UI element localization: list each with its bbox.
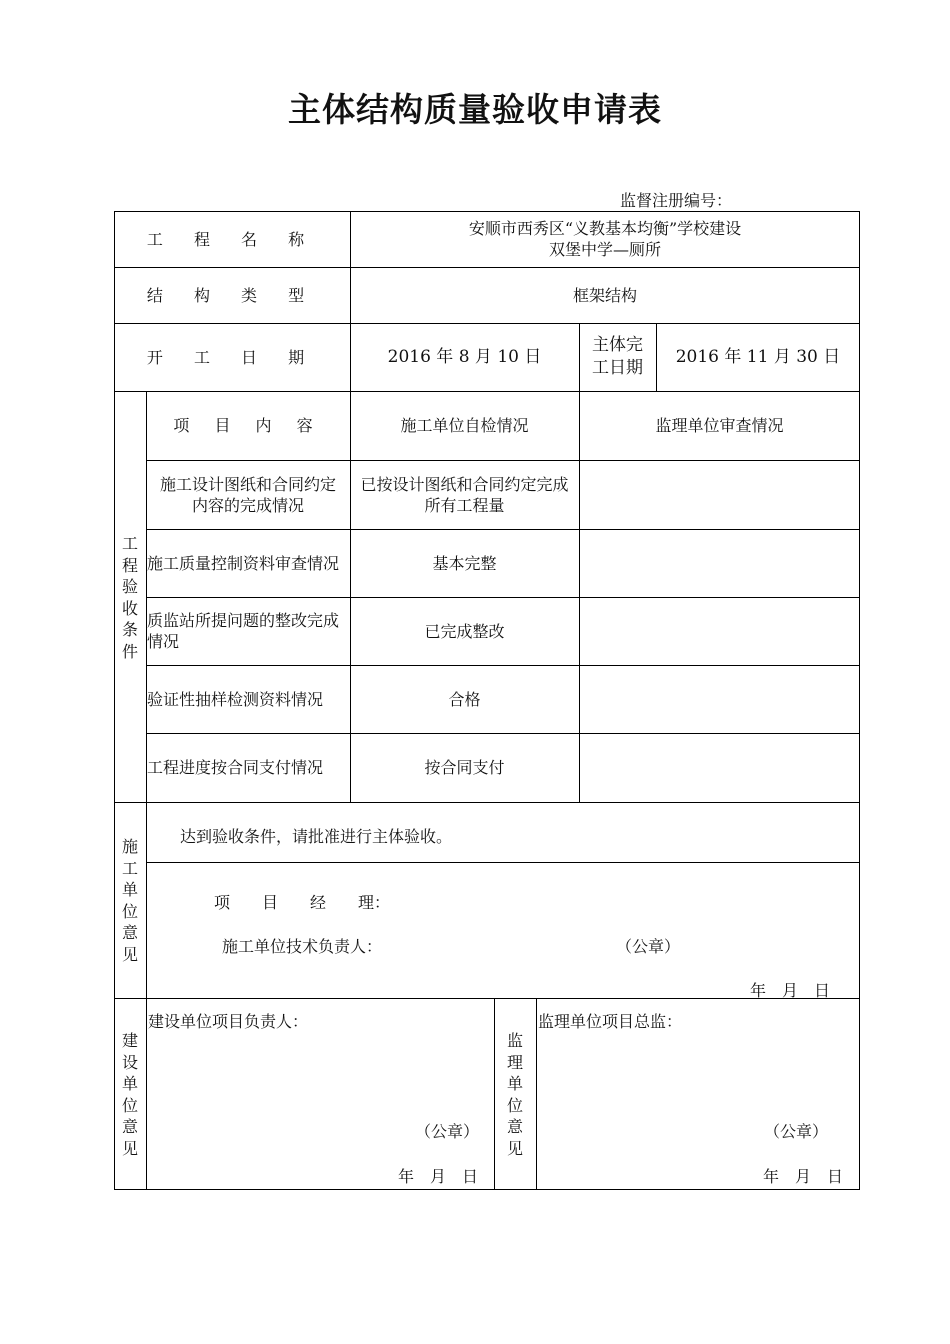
condition-item-4: 验证性抽样检测资料情况 bbox=[147, 689, 324, 709]
condition-item-1 bbox=[146, 460, 350, 529]
condition-item-2: 施工质量控制资料审查情况 bbox=[147, 553, 340, 573]
owner-seal: （公章） bbox=[415, 1122, 480, 1141]
side-char: 意 bbox=[506, 1117, 523, 1136]
side-char: 单 bbox=[121, 1074, 138, 1093]
column-divider bbox=[536, 998, 537, 1190]
supervisor-side-label bbox=[503, 1030, 527, 1159]
condition-item-text: 质监站所提问题的整改完成 bbox=[147, 611, 340, 630]
side-char: 见 bbox=[121, 1138, 138, 1158]
registration-number-label: 监督注册编号： bbox=[620, 191, 733, 210]
self-check-text: 所有工程量 bbox=[424, 495, 505, 515]
owner-side-label bbox=[118, 1030, 142, 1159]
supervision-review-5[interactable] bbox=[579, 733, 860, 802]
condition-item-5: 工程进度按合同支付情况 bbox=[147, 758, 324, 777]
contractor-side-label bbox=[118, 836, 142, 965]
contractor-statement: 达到验收条件，请批准进行主体验收。 bbox=[180, 827, 453, 846]
side-char: 位 bbox=[121, 901, 138, 921]
side-char: 理 bbox=[506, 1052, 523, 1072]
side-char: 位 bbox=[121, 1095, 138, 1115]
contractor-date: 年 月 日 bbox=[750, 981, 831, 1000]
side-char: 单 bbox=[506, 1074, 523, 1093]
self-check-1 bbox=[350, 460, 579, 529]
condition-item-text: 内容的完成情况 bbox=[191, 495, 304, 515]
side-char: 收 bbox=[121, 598, 138, 618]
side-char: 工 bbox=[121, 534, 138, 553]
row-divider bbox=[114, 802, 860, 803]
condition-item-text: 施工设计图纸和合同约定 bbox=[159, 474, 336, 494]
completion-label-line-2: 工日期 bbox=[592, 358, 643, 378]
side-char: 验 bbox=[121, 577, 138, 596]
condition-item-3 bbox=[146, 597, 350, 665]
structure-type-label: 结 构 类 型 bbox=[146, 285, 318, 305]
self-check-text: 已按设计图纸和合同约定完成 bbox=[360, 474, 569, 494]
contractor-seal: （公章） bbox=[616, 937, 681, 956]
side-char: 工 bbox=[121, 858, 138, 878]
project-name-value bbox=[350, 211, 860, 267]
row-divider bbox=[146, 862, 860, 863]
side-char: 见 bbox=[506, 1138, 523, 1158]
side-char: 意 bbox=[121, 923, 138, 942]
completion-label-line-1: 主体完 bbox=[592, 335, 643, 355]
header-item-content: 项 目 内 容 bbox=[173, 416, 323, 435]
side-char: 意 bbox=[121, 1117, 138, 1136]
condition-item-text: 情况 bbox=[147, 632, 180, 651]
owner-date: 年 月 日 bbox=[398, 1167, 479, 1186]
self-check-2: 基本完整 bbox=[432, 553, 497, 573]
supervision-review-4[interactable] bbox=[579, 665, 860, 733]
side-char: 条 bbox=[121, 620, 138, 639]
self-check-5: 按合同支付 bbox=[424, 758, 505, 777]
owner-person-label: 建设单位项目负责人： bbox=[148, 1012, 309, 1031]
page-title: 主体结构质量验收申请表 bbox=[288, 90, 662, 129]
side-char: 程 bbox=[121, 555, 138, 575]
self-check-3: 已完成整改 bbox=[424, 621, 505, 641]
start-date-value: 2016 年 8 月 10 日 bbox=[387, 346, 542, 367]
supervision-review-1[interactable] bbox=[579, 460, 860, 529]
side-char: 见 bbox=[121, 944, 138, 964]
column-divider bbox=[494, 998, 495, 1190]
structure-type-value: 框架结构 bbox=[572, 285, 637, 305]
project-name-line-1: 安顺市西秀区“义教基本均衡”学校建设 bbox=[468, 219, 742, 238]
project-name-label: 工 程 名 称 bbox=[146, 229, 318, 249]
header-supervision-review: 监理单位审查情况 bbox=[655, 416, 784, 435]
conditions-side-label bbox=[118, 533, 142, 662]
supervisor-date: 年 月 日 bbox=[763, 1167, 844, 1186]
supervisor-seal: （公章） bbox=[764, 1122, 829, 1141]
side-char: 监 bbox=[506, 1031, 523, 1050]
project-manager-label: 项 目 经 理： bbox=[214, 893, 391, 912]
completion-date-value: 2016 年 11 月 30 日 bbox=[675, 346, 841, 367]
row-divider bbox=[114, 998, 860, 999]
supervision-review-3[interactable] bbox=[579, 597, 860, 665]
side-char: 设 bbox=[121, 1052, 138, 1072]
self-check-4: 合格 bbox=[448, 689, 481, 709]
side-char: 位 bbox=[506, 1095, 523, 1115]
side-char: 建 bbox=[121, 1031, 138, 1050]
technical-lead-label: 施工单位技术负责人： bbox=[222, 937, 383, 956]
supervision-review-2[interactable] bbox=[579, 529, 860, 597]
project-name-line-2: 双堡中学—厕所 bbox=[548, 240, 661, 259]
header-self-check: 施工单位自检情况 bbox=[400, 416, 529, 435]
completion-date-label bbox=[579, 323, 656, 391]
side-char: 施 bbox=[121, 837, 138, 856]
side-char: 件 bbox=[121, 641, 138, 661]
side-char: 单 bbox=[121, 880, 138, 899]
start-date-label: 开 工 日 期 bbox=[146, 347, 318, 367]
supervisor-person-label: 监理单位项目总监： bbox=[538, 1012, 683, 1031]
